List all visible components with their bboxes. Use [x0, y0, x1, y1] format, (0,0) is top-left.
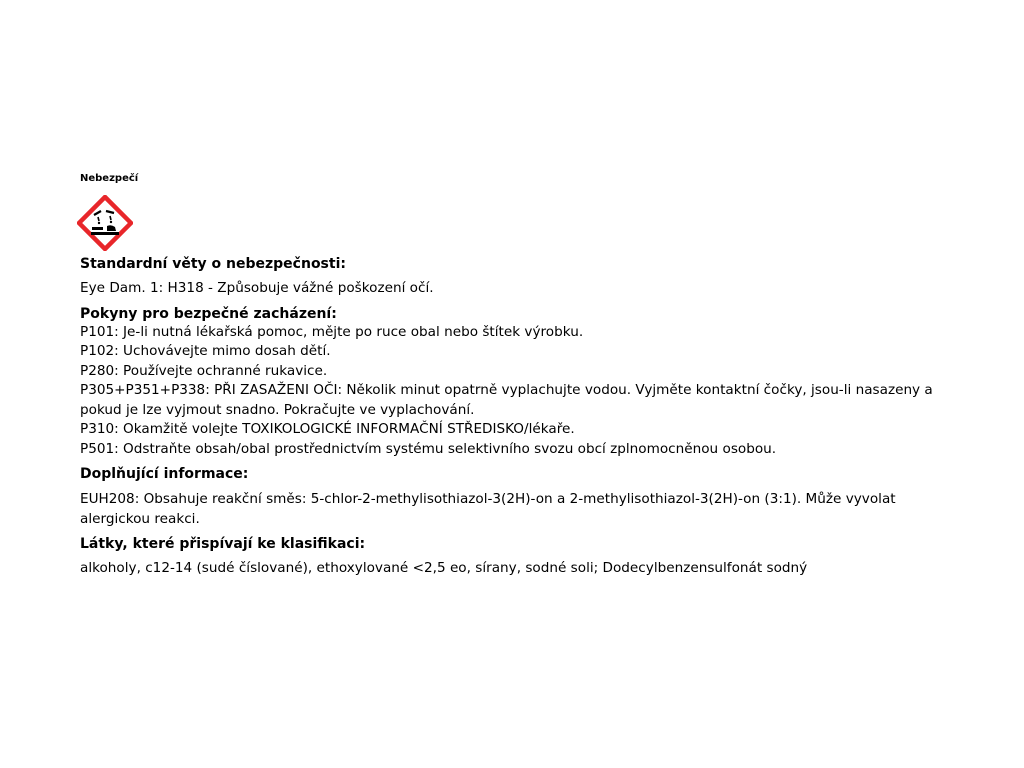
- precaution-item: P101: Je-li nutná lékařská pomoc, mějte po ruce obal nebo štítek výrobku.: [80, 323, 584, 340]
- supplemental-info-heading: Doplňující informace:: [80, 466, 249, 482]
- precautionary-statements-list: [80, 323, 960, 460]
- classification-substances-heading: Látky, které přispívají ke klasifikaci:: [80, 536, 366, 552]
- precautionary-statements-heading: Pokyny pro bezpečné zacházení:: [80, 305, 337, 322]
- supplemental-info-text: EUH208: Obsahuje reakční směs: 5-chlor-2-methylisothiazol-3(2H)-on a 2-methylisothiazol-3(2H)-on (3:1). Může vyvolat alergickou reakci.: [80, 491, 896, 527]
- precaution-item: P280: Používejte ochranné rukavice.: [80, 362, 328, 379]
- ghs05-corrosion-icon: [77, 195, 133, 251]
- hazard-statement: Eye Dam. 1: H318 - Způsobuje vážné poškození očí.: [80, 280, 434, 296]
- precaution-item: P501: Odstraňte obsah/obal prostřednictvím systému selektivního svozu obcí zplnomocněnou osobou.: [80, 440, 777, 457]
- precaution-item: P310: Okamžitě volejte TOXIKOLOGICKÉ INFORMAČNÍ STŘEDISKO/lékaře.: [80, 421, 575, 437]
- safety-label-document: [80, 172, 960, 579]
- signal-word: Nebezpečí: [80, 173, 139, 184]
- precaution-item: P102: Uchovávejte mimo dosah dětí.: [80, 343, 331, 359]
- classification-substances-text: alkoholy, c12-14 (sudé číslované), ethoxylované <2,5 eo, sírany, sodné soli; Dodecylbenzensulfonát sodný: [80, 560, 808, 576]
- precaution-item: P305+P351+P338: PŘI ZASAŽENI OČI: Několik minut opatrně vyplachujte vodou. Vyjměte kontaktní čočky, jsou-li nasazeny a pokud je lze vyjmout snadno. Pokračujte ve vyplachování.: [80, 382, 933, 418]
- hazard-statements-heading: Standardní věty o nebezpečnosti:: [80, 256, 346, 272]
